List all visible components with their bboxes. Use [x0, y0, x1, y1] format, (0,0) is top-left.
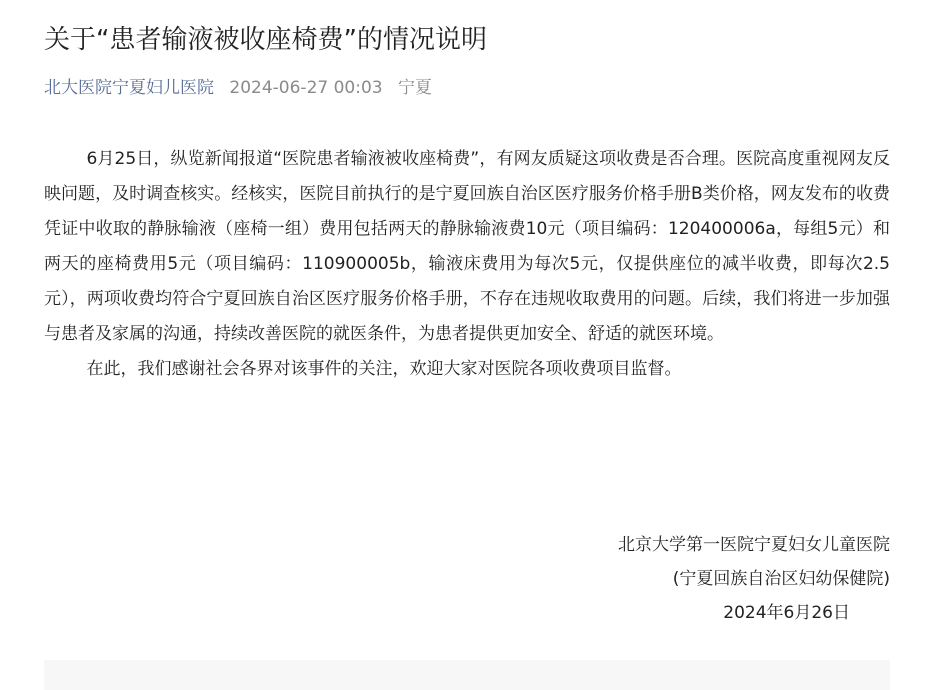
- account-name-link[interactable]: 北大医院宁夏妇儿医院: [44, 78, 214, 98]
- signature-org: 北京大学第一医院宁夏妇女儿童医院: [618, 535, 890, 555]
- article-body: [44, 142, 890, 387]
- signature-block: [618, 528, 890, 630]
- body-paragraph: 6月25日，纵览新闻报道“医院患者输液被收座椅费”，有网友质疑这项收费是否合理。医院高度重视网友反映问题，及时调查核实。经核实，医院目前执行的是宁夏回族自治区医疗服务价格手册B类价格，网友发布的收费凭证中收取的静脉输液（座椅一组）费用包括两天的静脉输液费10元（项目编码：120400006a，每组5元）和两天的座椅费用5元（项目编码：110900005b，输液床费用为每次5元，仅提供座位的减半收费，即每次2.5元），两项收费均符合宁夏回族自治区医疗服务价格手册，不存在违规收取费用的问题。后续，我们将进一步加强与患者及家属的沟通，持续改善医院的就医条件，为患者提供更加安全、舒适的就医环境。: [44, 149, 890, 344]
- article-title: 关于“患者输液被收座椅费”的情况说明: [44, 25, 487, 55]
- body-paragraph: 在此，我们感谢社会各界对该事件的关注，欢迎大家对医院各项收费项目监督。: [86, 359, 682, 379]
- article-meta: [44, 76, 890, 100]
- signature-date: 2024年6月26日: [723, 603, 850, 623]
- signature-org-alt: (宁夏回族自治区妇幼保健院): [672, 569, 890, 589]
- article: [44, 0, 890, 623]
- publish-time: 2024-06-27 00:03: [229, 78, 383, 98]
- publish-location: 宁夏: [398, 78, 433, 98]
- bottom-divider: [44, 660, 890, 690]
